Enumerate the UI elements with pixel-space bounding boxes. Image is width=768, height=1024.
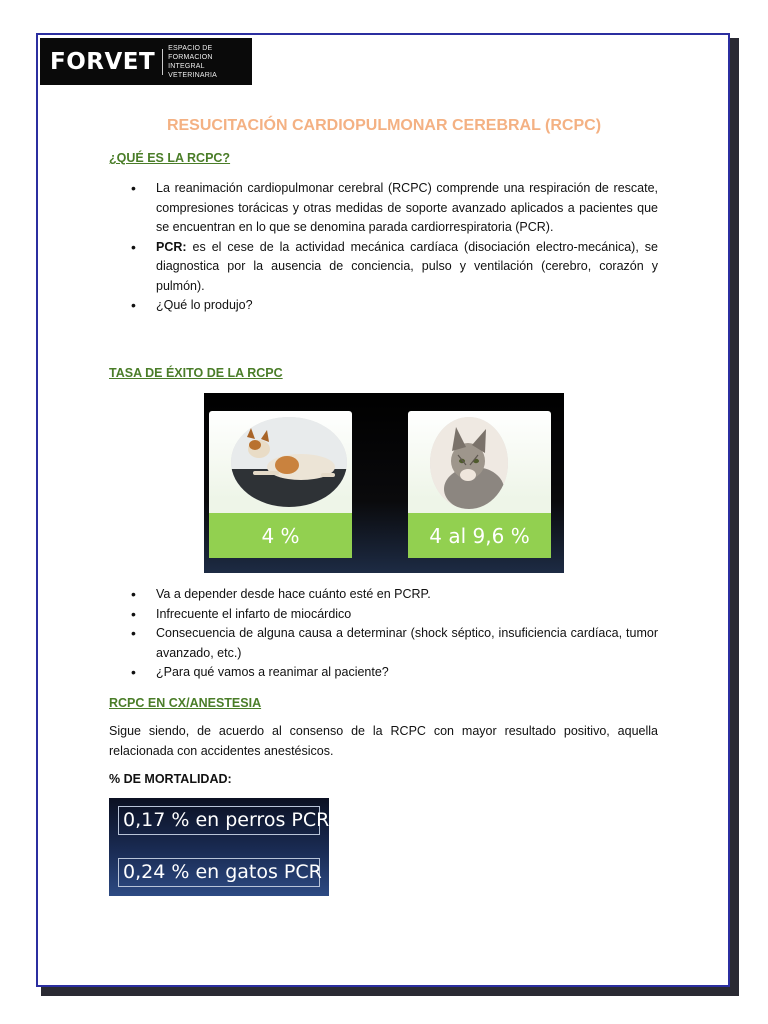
logo-tagline-line1: ESPACIO DE FORMACION xyxy=(168,44,213,61)
cat-photo xyxy=(430,417,508,509)
section-heading-que-es: ¿QUÉ ES LA RCPC? xyxy=(109,151,231,165)
list-item: • La reanimación cardiopulmonar cerebral (RCPC) comprende una respiración de rescate, compresiones torácicas y otras medidas de soporte avanzado aplicados a pacientes que se encuentran en lo que se denomina parada cardiorrespiratoria (PCR). xyxy=(109,179,658,238)
section-heading-cx-anestesia: RCPC EN CX/ANESTESIA xyxy=(109,696,262,710)
page-title: RESUCITACIÓN CARDIOPULMONAR CEREBRAL (RCPC) xyxy=(166,117,602,134)
forvet-logo xyxy=(40,38,252,85)
list-item: • Infrecuente el infarto de miocárdico xyxy=(109,605,658,625)
mortality-cats: 0,24 % en gatos PCR xyxy=(118,858,320,887)
list-item: • PCR: es el cese de la actividad mecánica cardíaca (disociación electro-mecánica), se diagnostica por la ausencia de conciencia, pulso y ventilación (cerebro, corazón y pulmón). xyxy=(109,238,658,297)
logo-divider xyxy=(162,49,163,75)
success-rate-image xyxy=(204,393,564,573)
mortality-label: % DE MORTALIDAD: xyxy=(109,772,232,786)
mortality-image xyxy=(109,798,329,896)
pcr-term: PCR: xyxy=(156,239,187,254)
logo-brand: FORVET xyxy=(50,48,156,75)
dog-success-rate: 4 % xyxy=(209,513,352,558)
section-heading-tasa-exito: TASA DE ÉXITO DE LA RCPC xyxy=(109,366,283,380)
list-item: • ¿Para qué vamos a reanimar al paciente? xyxy=(109,663,658,683)
que-es-list xyxy=(109,179,658,316)
cat-success-rate: 4 al 9,6 % xyxy=(408,513,551,558)
logo-tagline xyxy=(168,44,252,80)
list-item: • Va a depender desde hace cuánto esté en PCRP. xyxy=(109,585,658,605)
logo-tagline-line2: INTEGRAL VETERINARIA xyxy=(168,62,217,79)
mortality-dogs: 0,17 % en perros PCR xyxy=(118,806,320,835)
list-item: • ¿Qué lo produjo? xyxy=(109,296,658,316)
cat-card xyxy=(408,411,551,558)
list-item: • Consecuencia de alguna causa a determinar (shock séptico, insuficiencia cardíaca, tumor avanzado, etc.) xyxy=(109,624,658,663)
dog-photo xyxy=(231,417,347,507)
dog-card xyxy=(209,411,352,558)
tasa-exito-list xyxy=(109,585,658,683)
anestesia-paragraph: Sigue siendo, de acuerdo al consenso de la RCPC con mayor resultado positivo, aquella relacionada con accidentes anestésicos. xyxy=(109,724,658,758)
